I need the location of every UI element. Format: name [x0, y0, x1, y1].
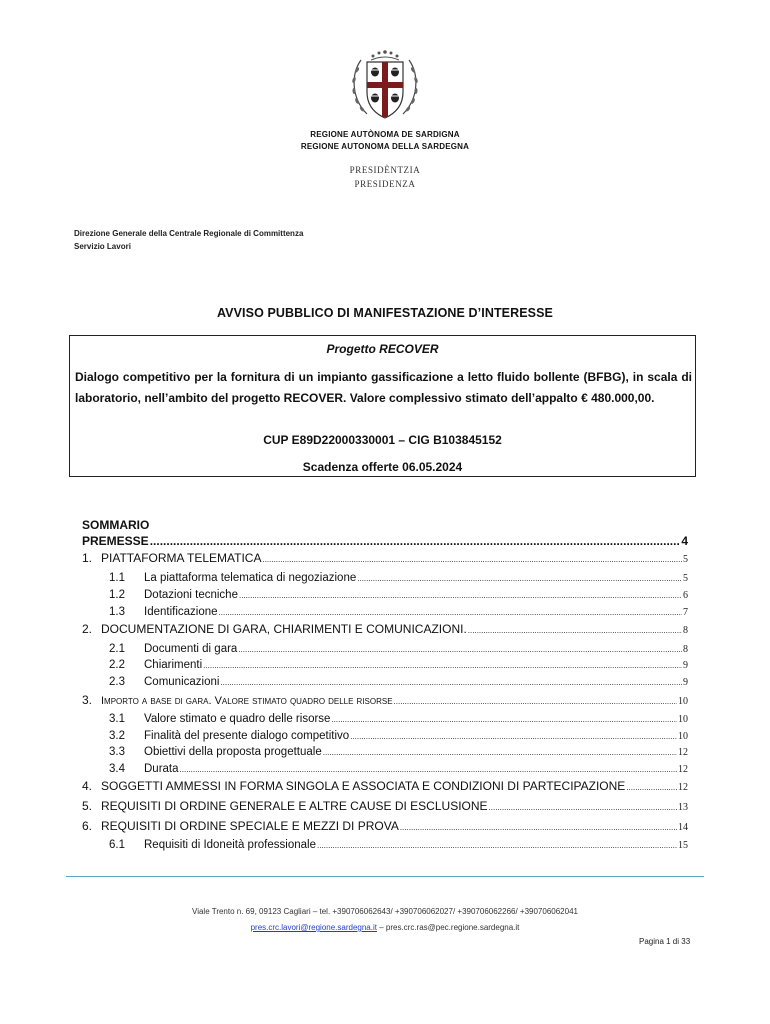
- presidency-italian: PRESIDENZA: [354, 179, 416, 189]
- toc-entry-page: 9: [683, 660, 688, 671]
- page-number: Pagina 1 di 33: [639, 937, 691, 946]
- toc-entry-label: Obiettivi della proposta progettuale: [144, 746, 322, 758]
- toc-entry-label: La piattaforma telematica di negoziazione: [144, 572, 357, 584]
- toc-entry-page: 9: [683, 677, 688, 688]
- toc-entry-label: Importo a base di gara. Valore stimato quadro delle risorse: [101, 695, 393, 707]
- toc-entry[interactable]: [109, 763, 688, 775]
- sardinia-four-moors-emblem-icon: [345, 48, 425, 124]
- toc-entry[interactable]: [82, 551, 688, 565]
- toc-entry-number: 5.: [82, 799, 93, 813]
- toc-entry-label: Dotazioni tecniche: [144, 589, 238, 601]
- toc-entry-number: 2.3: [109, 676, 125, 688]
- toc-entry[interactable]: [82, 693, 688, 707]
- toc-entry-label: Valore stimato e quadro delle risorse: [144, 713, 331, 725]
- toc-entry-label: Requisiti di Idoneità professionale: [144, 839, 316, 851]
- toc-entry-number: 1.2: [109, 589, 125, 601]
- region-name-sardinian: REGIONE AUTÒNOMA DE SARDIGNA: [310, 130, 460, 139]
- footer-address: Viale Trento n. 69, 09123 Cagliari – tel. +390706062643/ +390706062027/ +390706062266/ +390706062041: [192, 907, 578, 916]
- toc-entry-label: PIATTAFORMA TELEMATICA: [101, 551, 262, 565]
- toc-leader-dots: [220, 678, 682, 687]
- toc-leader-dots: [317, 841, 677, 850]
- toc-entry-page: 15: [678, 840, 688, 851]
- toc-entry-label: DOCUMENTAZIONE DI GARA, CHIARIMENTI E COMUNICAZIONI.: [101, 622, 467, 636]
- toc-leader-dots: [626, 783, 677, 792]
- toc-entry-label: REQUISITI DI ORDINE GENERALE E ALTRE CAUSE DI ESCLUSIONE: [101, 799, 488, 813]
- project-summary-box: [69, 335, 696, 477]
- offer-deadline: Scadenza offerte 06.05.2024: [302, 460, 463, 474]
- toc-entry[interactable]: [109, 676, 688, 688]
- toc-entry-number: 2.1: [109, 643, 125, 655]
- toc-entry-number: 3.4: [109, 763, 125, 775]
- toc-entry-number: 3.1: [109, 713, 125, 725]
- toc-leader-dots: [262, 555, 682, 564]
- toc-entry[interactable]: [109, 746, 688, 758]
- toc-entry-label: Chiarimenti: [144, 659, 203, 671]
- toc-leader-dots: [331, 715, 677, 724]
- toc-entry-page: 13: [678, 802, 688, 813]
- presidency-sardinian: PRESIDÈNTZIA: [349, 165, 421, 175]
- toc-entry-page: 8: [683, 625, 688, 636]
- toc-entry[interactable]: [109, 713, 688, 725]
- toc-entry-page: 12: [678, 782, 688, 793]
- toc-entry[interactable]: [109, 589, 688, 601]
- toc-entry-number: 1.1: [109, 572, 125, 584]
- toc-leader-dots: [357, 574, 682, 583]
- toc-entry-page: 10: [678, 714, 688, 725]
- footer-email-link[interactable]: pres.crc.lavori@regione.sardegna.it: [250, 923, 377, 932]
- toc-leader-dots: [350, 732, 677, 741]
- toc-entry-label: PREMESSE: [82, 534, 149, 548]
- toc-entry-number: 3.3: [109, 746, 125, 758]
- project-description: Dialogo competitivo per la fornitura di un impianto gassificazione a letto fluido bollente (BFBG), in scala di laboratorio, nell’ambito del progetto RECOVER. Valore complessivo stimato dell’appalto € 480.000,00.: [75, 370, 692, 405]
- toc-leader-dots: [203, 661, 682, 670]
- service-name: Servizio Lavori: [74, 242, 131, 251]
- toc-entry-page: 8: [683, 644, 688, 655]
- department-name: Direzione Generale della Centrale Regionale di Committenza: [74, 229, 304, 238]
- toc-entry-page: 5: [683, 554, 688, 565]
- toc-entry-page: 4: [681, 534, 688, 548]
- toc-leader-dots: [219, 608, 682, 617]
- toc-entry[interactable]: [109, 606, 688, 618]
- toc-entry-label: Documenti di gara: [144, 643, 238, 655]
- toc-leader-dots: [323, 748, 677, 757]
- toc-entry-page: 12: [678, 764, 688, 775]
- toc-entry-page: 5: [683, 573, 688, 584]
- toc-entry-label: Finalità del presente dialogo competitivo: [144, 730, 350, 742]
- toc-entry[interactable]: [109, 730, 688, 742]
- footer-divider: [66, 876, 704, 877]
- toc-leader-dots: [468, 626, 682, 635]
- toc-entry-page: 7: [683, 607, 688, 618]
- toc-leader-dots: [150, 534, 681, 548]
- region-name-italian: REGIONE AUTONOMA DELLA SARDEGNA: [300, 142, 470, 151]
- toc-entry-number: 3.: [82, 693, 93, 707]
- toc-entry-number: 2.2: [109, 659, 125, 671]
- toc-entry[interactable]: [82, 799, 688, 813]
- toc-entry-number: 3.2: [109, 730, 125, 742]
- toc-entry[interactable]: [109, 659, 688, 671]
- toc-entry[interactable]: [109, 839, 688, 851]
- toc-leader-dots: [239, 591, 682, 600]
- project-name: Progetto RECOVER: [326, 342, 439, 356]
- toc-entry-label: Durata: [144, 763, 179, 775]
- toc-entry[interactable]: [82, 622, 688, 636]
- toc-entry[interactable]: [82, 779, 688, 793]
- toc-title: SOMMARIO: [82, 518, 150, 532]
- toc-entry-label: Identificazione: [144, 606, 218, 618]
- toc-entry-number: 1.3: [109, 606, 125, 618]
- toc-entry-number: 1.: [82, 551, 93, 565]
- toc-leader-dots: [180, 765, 677, 774]
- toc-entry-label: Comunicazioni: [144, 676, 220, 688]
- footer-contacts: [0, 923, 770, 932]
- toc-entry-page: 12: [678, 747, 688, 758]
- toc-entry-number: 6.1: [109, 839, 125, 851]
- toc-leader-dots: [489, 803, 677, 812]
- toc-entry[interactable]: [82, 534, 688, 548]
- toc-entry[interactable]: [82, 819, 688, 833]
- toc-entry[interactable]: [109, 643, 688, 655]
- toc-entry-page: 10: [678, 696, 688, 707]
- cup-cig-codes: CUP E89D22000330001 – CIG B103845152: [263, 433, 502, 447]
- toc-entry-label: REQUISITI DI ORDINE SPECIALE E MEZZI DI PROVA: [101, 819, 399, 833]
- footer-pec-email: – pres.crc.ras@pec.regione.sardegna.it: [376, 923, 520, 932]
- document-title: AVVISO PUBBLICO DI MANIFESTAZIONE D’INTERESSE: [216, 306, 553, 320]
- toc-leader-dots: [238, 645, 682, 654]
- toc-entry-page: 14: [678, 822, 688, 833]
- toc-entry-number: 4.: [82, 779, 93, 793]
- toc-entry[interactable]: [109, 572, 688, 584]
- toc-leader-dots: [400, 823, 677, 832]
- toc-entry-number: 6.: [82, 819, 93, 833]
- toc-leader-dots: [394, 697, 677, 706]
- toc-entry-label: SOGGETTI AMMESSI IN FORMA SINGOLA E ASSOCIATA E CONDIZIONI DI PARTECIPAZIONE: [101, 779, 626, 793]
- toc-entry-page: 10: [678, 731, 688, 742]
- toc-entry-number: 2.: [82, 622, 93, 636]
- toc-entry-page: 6: [683, 590, 688, 601]
